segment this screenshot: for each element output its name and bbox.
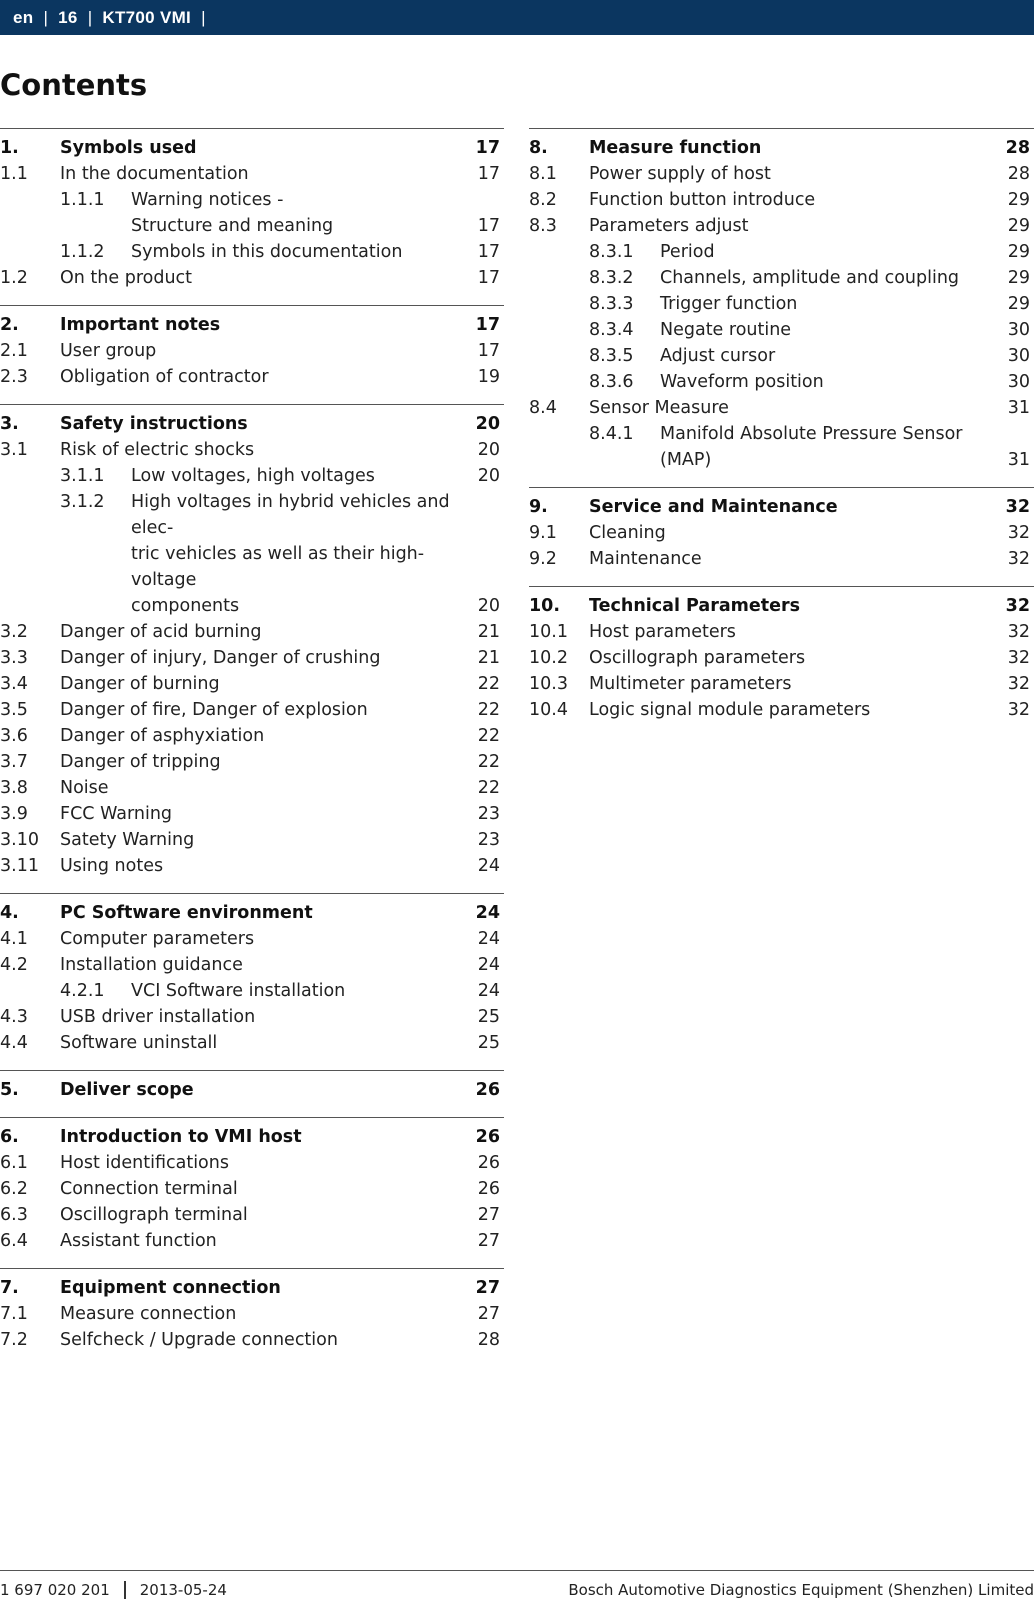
toc-entry-page: 28 bbox=[1005, 138, 1030, 158]
toc-entry-title: Logic signal module parameters bbox=[589, 700, 871, 720]
toc-entry-title: Connection terminal bbox=[60, 1179, 238, 1199]
toc-chapter-heading[interactable] bbox=[529, 593, 1034, 619]
toc-subsection-entry[interactable] bbox=[529, 619, 1034, 645]
footer-doc-number: 1 697 020 201 bbox=[0, 1581, 110, 1599]
toc-entry-page: 32 bbox=[1007, 648, 1030, 668]
toc-entry-title: Multimeter parameters bbox=[589, 674, 792, 694]
toc-entry-title: Oscillograph terminal bbox=[60, 1205, 248, 1225]
toc-entry-number: 9. bbox=[529, 497, 548, 517]
toc-entry-page: 29 bbox=[1007, 294, 1030, 314]
header-separator: | bbox=[87, 7, 93, 27]
toc-entry-number: 3.9 bbox=[0, 804, 28, 824]
toc-subsubsection-entry[interactable] bbox=[529, 317, 1034, 343]
toc-entry-page: 21 bbox=[477, 622, 500, 642]
toc-entry-page: 22 bbox=[477, 674, 500, 694]
toc-entry-number: 10. bbox=[529, 596, 561, 616]
toc-subsubsection-entry[interactable] bbox=[0, 463, 504, 489]
toc-entry-page: 29 bbox=[1007, 268, 1030, 288]
toc-entry-page: 32 bbox=[1007, 700, 1030, 720]
toc-entry-title: Cleaning bbox=[589, 523, 666, 543]
toc-entry-page: 25 bbox=[477, 1033, 500, 1053]
toc-entry-page: 17 bbox=[475, 138, 500, 158]
toc-entry-title: Waveform position bbox=[660, 372, 824, 392]
toc-entry-page: 29 bbox=[1007, 190, 1030, 210]
toc-entry-number: 10.1 bbox=[529, 622, 568, 642]
toc-entry-title: Safety instructions bbox=[60, 414, 248, 434]
toc-entry-page: 27 bbox=[477, 1205, 500, 1225]
toc-entry-title: Period bbox=[660, 242, 715, 262]
toc-entry-title: Important notes bbox=[60, 315, 221, 335]
toc-subsection-entry[interactable] bbox=[0, 1004, 504, 1030]
toc-entry-title: Warning notices - Structure and meaning bbox=[131, 190, 334, 236]
toc-entry-number: 3.6 bbox=[0, 726, 28, 746]
toc-subsubsection-entry[interactable] bbox=[0, 978, 504, 1004]
toc-entry-title: Obligation of contractor bbox=[60, 367, 269, 387]
toc-entry-title: Deliver scope bbox=[60, 1080, 194, 1100]
toc-subsection-entry[interactable] bbox=[0, 364, 504, 390]
toc-subsection-entry[interactable] bbox=[529, 213, 1034, 239]
toc-entry-title: PC Software environment bbox=[60, 903, 313, 923]
toc-entry-title: Assistant function bbox=[60, 1231, 217, 1251]
toc-entry-number: 8.3.3 bbox=[589, 294, 634, 314]
toc-entry-number: 1.1.2 bbox=[60, 242, 105, 262]
toc-entry-title: Danger of injury, Danger of crushing bbox=[60, 648, 381, 668]
toc-subsection-entry[interactable] bbox=[0, 1228, 504, 1254]
toc-subsection-entry[interactable] bbox=[529, 645, 1034, 671]
toc-chapter-heading[interactable] bbox=[0, 1124, 504, 1150]
toc-entry-title: Negate routine bbox=[660, 320, 792, 340]
toc-entry-number: 10.2 bbox=[529, 648, 568, 668]
toc-entry-title: Software uninstall bbox=[60, 1033, 218, 1053]
toc-entry-title: Symbols in this documentation bbox=[131, 242, 403, 262]
toc-chapter-heading[interactable] bbox=[0, 900, 504, 926]
toc-entry-number: 3.3 bbox=[0, 648, 28, 668]
toc-entry-title: Low voltages, high voltages bbox=[131, 466, 375, 486]
toc-entry-number: 8. bbox=[529, 138, 548, 158]
toc-subsection-entry[interactable] bbox=[0, 619, 504, 645]
toc-entry-page: 24 bbox=[477, 856, 500, 876]
toc-entry-title: Manifold Absolute Pressure Sensor (MAP) bbox=[660, 424, 963, 470]
toc-subsubsection-entry[interactable] bbox=[0, 489, 504, 619]
toc-subsection-entry[interactable] bbox=[529, 187, 1034, 213]
toc-section bbox=[0, 1070, 504, 1103]
toc-entry-page: 20 bbox=[477, 596, 500, 616]
toc-subsection-entry[interactable] bbox=[0, 749, 504, 775]
toc-chapter-heading[interactable] bbox=[0, 411, 504, 437]
toc-subsection-entry[interactable] bbox=[0, 853, 504, 879]
toc-entry-page: 28 bbox=[477, 1330, 500, 1350]
toc-entry-number: 7.2 bbox=[0, 1330, 28, 1350]
toc-entry-title: Function button introduce bbox=[589, 190, 816, 210]
toc-entry-number: 10.3 bbox=[529, 674, 568, 694]
toc-entry-number: 3.1.1 bbox=[60, 466, 105, 486]
toc-subsection-entry[interactable] bbox=[529, 697, 1034, 723]
toc-entry-page: 17 bbox=[477, 242, 500, 262]
toc-entry-number: 1.1.1 bbox=[60, 190, 105, 210]
toc-subsubsection-entry[interactable] bbox=[529, 239, 1034, 265]
toc-entry-number: 3.1.2 bbox=[60, 492, 105, 512]
toc-subsection-entry[interactable] bbox=[0, 697, 504, 723]
toc-chapter-heading[interactable] bbox=[529, 494, 1034, 520]
toc-entry-title: Channels, amplitude and coupling bbox=[660, 268, 960, 288]
toc-entry-title: High voltages in hybrid vehicles and elec- tric vehicles as well as their high-voltage components bbox=[131, 492, 450, 616]
toc-entry-number: 1.2 bbox=[0, 268, 28, 288]
toc-entry-page: 26 bbox=[477, 1179, 500, 1199]
toc-entry-page: 20 bbox=[475, 414, 500, 434]
toc-entry-page: 17 bbox=[477, 164, 500, 184]
toc-entry-title: Danger of asphyxiation bbox=[60, 726, 265, 746]
toc-entry-page: 31 bbox=[1007, 398, 1030, 418]
toc-subsection-entry[interactable] bbox=[0, 1202, 504, 1228]
toc-entry-page: 30 bbox=[1007, 320, 1030, 340]
toc-subsection-entry[interactable] bbox=[0, 801, 504, 827]
toc-entry-page: 32 bbox=[1007, 523, 1030, 543]
page-title: Contents bbox=[0, 68, 148, 102]
toc-entry-page: 19 bbox=[477, 367, 500, 387]
toc-entry-number: 2.1 bbox=[0, 341, 28, 361]
toc-entry-page: 27 bbox=[475, 1278, 500, 1298]
toc-chapter-heading[interactable] bbox=[529, 135, 1034, 161]
toc-entry-number: 8.4 bbox=[529, 398, 557, 418]
toc-entry-page: 22 bbox=[477, 700, 500, 720]
toc-entry-page: 25 bbox=[477, 1007, 500, 1027]
toc-entry-title: Risk of electric shocks bbox=[60, 440, 255, 460]
toc-entry-number: 7.1 bbox=[0, 1304, 28, 1324]
toc-entry-page: 20 bbox=[477, 440, 500, 460]
toc-entry-number: 8.4.1 bbox=[589, 424, 634, 444]
toc-subsection-entry[interactable] bbox=[529, 395, 1034, 421]
header-page-number: 16 bbox=[58, 7, 78, 27]
header-language: en bbox=[13, 7, 34, 27]
toc-entry-page: 17 bbox=[477, 268, 500, 288]
toc-entry-number: 3.5 bbox=[0, 700, 28, 720]
toc-section bbox=[0, 128, 504, 291]
toc-subsubsection-entry[interactable] bbox=[529, 421, 1034, 473]
toc-subsection-entry[interactable] bbox=[0, 1150, 504, 1176]
toc-entry-title: Technical Parameters bbox=[589, 596, 801, 616]
toc-entry-number: 8.3.1 bbox=[589, 242, 634, 262]
toc-subsection-entry[interactable] bbox=[0, 926, 504, 952]
toc-entry-page: 31 bbox=[1007, 450, 1030, 470]
toc-entry-page: 27 bbox=[477, 1304, 500, 1324]
toc-section bbox=[0, 1117, 504, 1254]
toc-entry-number: 5. bbox=[0, 1080, 19, 1100]
toc-chapter-heading[interactable] bbox=[0, 1275, 504, 1301]
toc-subsection-entry[interactable] bbox=[0, 265, 504, 291]
toc-entry-page: 22 bbox=[477, 726, 500, 746]
toc-subsection-entry[interactable] bbox=[0, 1301, 504, 1327]
toc-entry-title: Oscillograph parameters bbox=[589, 648, 806, 668]
toc-entry-title: Installation guidance bbox=[60, 955, 243, 975]
toc-entry-page: 32 bbox=[1005, 596, 1030, 616]
toc-entry-number: 6.3 bbox=[0, 1205, 28, 1225]
toc-subsubsection-entry[interactable] bbox=[529, 343, 1034, 369]
toc-entry-title: Computer parameters bbox=[60, 929, 255, 949]
toc-entry-number: 9.1 bbox=[529, 523, 557, 543]
toc-entry-number: 8.1 bbox=[529, 164, 557, 184]
toc-entry-page: 26 bbox=[475, 1080, 500, 1100]
toc-entry-title: On the product bbox=[60, 268, 193, 288]
toc-entry-title: Service and Maintenance bbox=[589, 497, 838, 517]
toc-subsection-entry[interactable] bbox=[0, 161, 504, 187]
toc-entry-title: Satety Warning bbox=[60, 830, 195, 850]
toc-entry-page: 22 bbox=[477, 778, 500, 798]
toc-entry-title: FCC Warning bbox=[60, 804, 173, 824]
toc-entry-number: 8.3.2 bbox=[589, 268, 634, 288]
toc-entry-number: 3.11 bbox=[0, 856, 39, 876]
page-footer bbox=[0, 1570, 1034, 1599]
toc-entry-number: 10.4 bbox=[529, 700, 568, 720]
toc-entry-page: 32 bbox=[1007, 674, 1030, 694]
toc-entry-page: 17 bbox=[475, 315, 500, 335]
toc-entry-number: 2.3 bbox=[0, 367, 28, 387]
toc-entry-title: Power supply of host bbox=[589, 164, 771, 184]
toc-entry-number: 4.1 bbox=[0, 929, 28, 949]
toc-entry-number: 8.3.5 bbox=[589, 346, 634, 366]
toc-entry-title: Parameters adjust bbox=[589, 216, 749, 236]
footer-date: 2013-05-24 bbox=[139, 1581, 227, 1599]
toc-entry-title: Host identifications bbox=[60, 1153, 229, 1173]
toc-entry-page: 23 bbox=[477, 830, 500, 850]
toc-entry-title: In the documentation bbox=[60, 164, 249, 184]
toc-section bbox=[0, 404, 504, 879]
toc-entry-page: 32 bbox=[1007, 549, 1030, 569]
toc-entry-number: 3.8 bbox=[0, 778, 28, 798]
toc-entry-title: Host parameters bbox=[589, 622, 736, 642]
toc-entry-title: Noise bbox=[60, 778, 109, 798]
toc-subsection-entry[interactable] bbox=[0, 1030, 504, 1056]
toc-entry-title: Danger of acid burning bbox=[60, 622, 262, 642]
toc-entry-page: 26 bbox=[475, 1127, 500, 1147]
toc-right-column bbox=[529, 128, 1034, 737]
footer-left bbox=[0, 1581, 227, 1599]
toc-subsection-entry[interactable] bbox=[0, 775, 504, 801]
toc-subsubsection-entry[interactable] bbox=[529, 291, 1034, 317]
toc-subsection-entry[interactable] bbox=[0, 1327, 504, 1353]
toc-entry-page: 17 bbox=[477, 341, 500, 361]
header-separator: | bbox=[201, 7, 206, 27]
toc-entry-number: 4. bbox=[0, 903, 19, 923]
toc-entry-page: 29 bbox=[1007, 242, 1030, 262]
toc-entry-number: 4.2.1 bbox=[60, 981, 105, 1001]
toc-subsection-entry[interactable] bbox=[0, 671, 504, 697]
toc-entry-page: 26 bbox=[477, 1153, 500, 1173]
toc-entry-title: Adjust cursor bbox=[660, 346, 776, 366]
toc-entry-number: 1. bbox=[0, 138, 19, 158]
toc-entry-number: 4.2 bbox=[0, 955, 28, 975]
toc-section bbox=[529, 487, 1034, 572]
toc-entry-page: 24 bbox=[475, 903, 500, 923]
toc-entry-number: 3.10 bbox=[0, 830, 39, 850]
toc-entry-title: Danger of tripping bbox=[60, 752, 221, 772]
toc-entry-title: Selfcheck / Upgrade connection bbox=[60, 1330, 338, 1350]
toc-entry-number: 4.3 bbox=[0, 1007, 28, 1027]
toc-entry-number: 8.3.6 bbox=[589, 372, 634, 392]
toc-subsection-entry[interactable] bbox=[0, 723, 504, 749]
toc-entry-page: 23 bbox=[477, 804, 500, 824]
page-header-bar bbox=[0, 0, 1034, 35]
footer-divider bbox=[124, 1581, 126, 1599]
toc-entry-page: 32 bbox=[1005, 497, 1030, 517]
toc-entry-title: Introduction to VMI host bbox=[60, 1127, 302, 1147]
toc-section bbox=[0, 305, 504, 390]
toc-subsection-entry[interactable] bbox=[0, 645, 504, 671]
toc-section bbox=[0, 1268, 504, 1353]
toc-entry-number: 7. bbox=[0, 1278, 19, 1298]
toc-subsection-entry[interactable] bbox=[529, 161, 1034, 187]
toc-subsection-entry[interactable] bbox=[0, 437, 504, 463]
toc-subsubsection-entry[interactable] bbox=[529, 369, 1034, 395]
toc-subsubsection-entry[interactable] bbox=[0, 239, 504, 265]
toc-subsection-entry[interactable] bbox=[0, 338, 504, 364]
toc-entry-number: 6.1 bbox=[0, 1153, 28, 1173]
toc-entry-page: 22 bbox=[477, 752, 500, 772]
toc-entry-number: 1.1 bbox=[0, 164, 28, 184]
toc-subsection-entry[interactable] bbox=[529, 546, 1034, 572]
toc-entry-title: Danger of burning bbox=[60, 674, 220, 694]
toc-entry-title: Symbols used bbox=[60, 138, 197, 158]
toc-entry-title: Trigger function bbox=[660, 294, 798, 314]
toc-entry-number: 8.2 bbox=[529, 190, 557, 210]
footer-company: Bosch Automotive Diagnostics Equipment (Shenzhen) Limited bbox=[568, 1581, 1034, 1599]
toc-entry-page: 24 bbox=[477, 955, 500, 975]
toc-entry-number: 9.2 bbox=[529, 549, 557, 569]
toc-subsection-entry[interactable] bbox=[0, 827, 504, 853]
toc-entry-title: Equipment connection bbox=[60, 1278, 281, 1298]
toc-entry-title: Measure connection bbox=[60, 1304, 237, 1324]
toc-entry-page: 17 bbox=[477, 216, 500, 236]
toc-entry-number: 6.2 bbox=[0, 1179, 28, 1199]
toc-entry-title: USB driver installation bbox=[60, 1007, 256, 1027]
toc-entry-number: 6.4 bbox=[0, 1231, 28, 1251]
toc-entry-page: 27 bbox=[477, 1231, 500, 1251]
toc-chapter-heading[interactable] bbox=[0, 312, 504, 338]
toc-entry-number: 2. bbox=[0, 315, 19, 335]
toc-entry-title: Using notes bbox=[60, 856, 164, 876]
toc-entry-title: Maintenance bbox=[589, 549, 702, 569]
toc-entry-page: 32 bbox=[1007, 622, 1030, 642]
toc-subsubsection-entry[interactable] bbox=[0, 187, 504, 239]
toc-entry-page: 24 bbox=[477, 929, 500, 949]
toc-section bbox=[529, 586, 1034, 723]
toc-entry-page: 20 bbox=[477, 466, 500, 486]
toc-entry-page: 30 bbox=[1007, 372, 1030, 392]
toc-entry-page: 30 bbox=[1007, 346, 1030, 366]
toc-entry-title: User group bbox=[60, 341, 157, 361]
toc-entry-number: 3.1 bbox=[0, 440, 28, 460]
toc-entry-page: 29 bbox=[1007, 216, 1030, 236]
toc-entry-title: VCI Software installation bbox=[131, 981, 346, 1001]
toc-section bbox=[529, 128, 1034, 473]
toc-entry-number: 8.3 bbox=[529, 216, 557, 236]
toc-left-column bbox=[0, 128, 504, 1367]
toc-subsubsection-entry[interactable] bbox=[529, 265, 1034, 291]
toc-chapter-heading[interactable] bbox=[0, 135, 504, 161]
toc-subsection-entry[interactable] bbox=[0, 1176, 504, 1202]
header-document-name: KT700 VMI bbox=[102, 7, 192, 27]
toc-chapter-heading[interactable] bbox=[0, 1077, 504, 1103]
toc-entry-number: 3.2 bbox=[0, 622, 28, 642]
toc-entry-number: 4.4 bbox=[0, 1033, 28, 1053]
toc-entry-number: 6. bbox=[0, 1127, 19, 1147]
toc-entry-number: 8.3.4 bbox=[589, 320, 634, 340]
toc-entry-page: 28 bbox=[1007, 164, 1030, 184]
toc-subsection-entry[interactable] bbox=[529, 520, 1034, 546]
toc-subsection-entry[interactable] bbox=[0, 952, 504, 978]
toc-entry-page: 21 bbox=[477, 648, 500, 668]
toc-entry-title: Sensor Measure bbox=[589, 398, 729, 418]
toc-entry-number: 3. bbox=[0, 414, 19, 434]
toc-entry-title: Danger of fire, Danger of explosion bbox=[60, 700, 368, 720]
toc-entry-number: 3.4 bbox=[0, 674, 28, 694]
header-separator: | bbox=[43, 7, 49, 27]
toc-entry-page: 24 bbox=[477, 981, 500, 1001]
toc-section bbox=[0, 893, 504, 1056]
toc-entry-number: 3.7 bbox=[0, 752, 28, 772]
toc-entry-title: Measure function bbox=[589, 138, 762, 158]
toc-subsection-entry[interactable] bbox=[529, 671, 1034, 697]
